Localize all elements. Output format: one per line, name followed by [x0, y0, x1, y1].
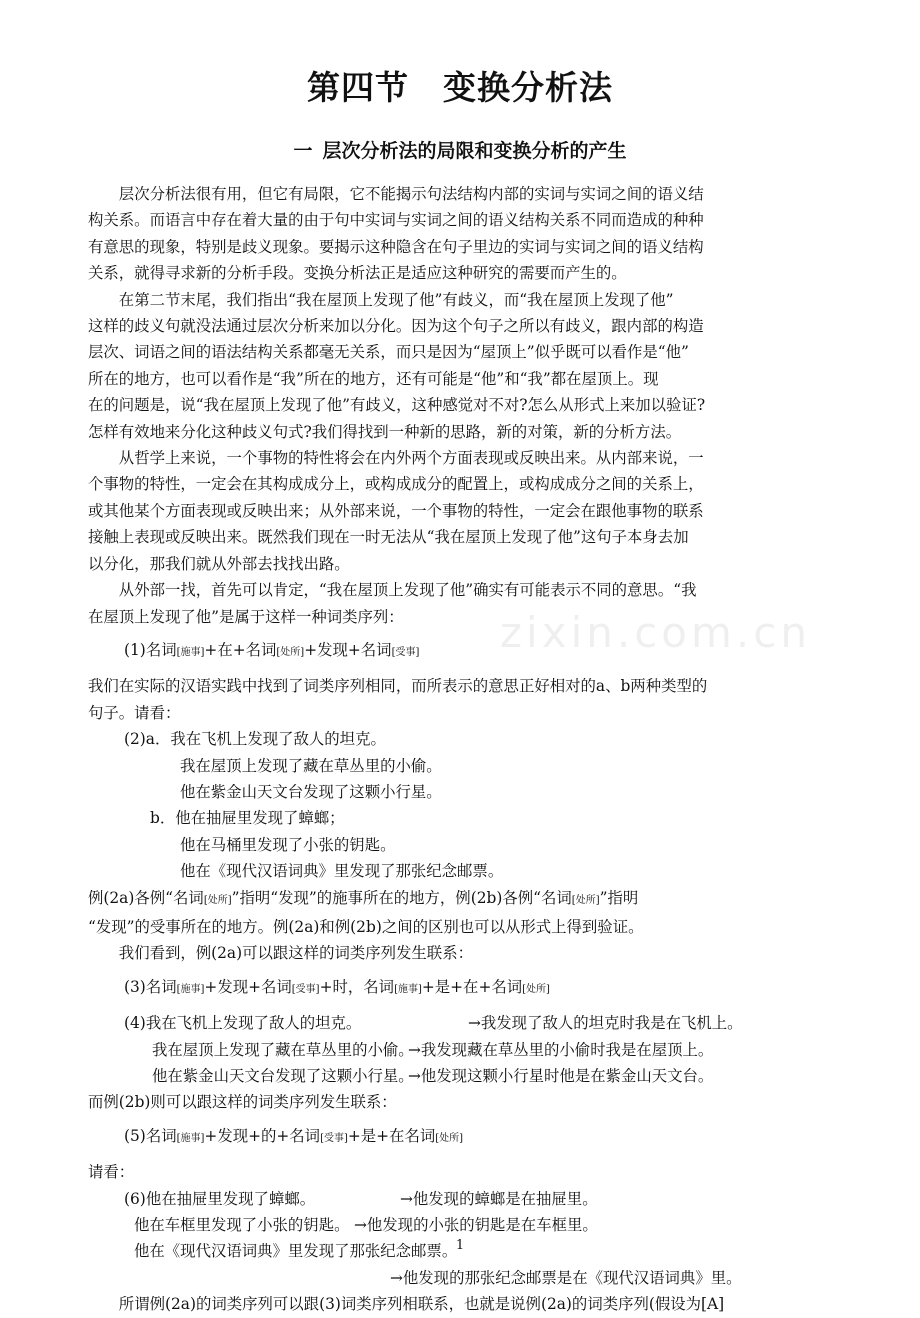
paragraph: 在第二节末尾，我们指出“我在屋顶上发现了他”有歧义，而“我在屋顶上发现了他” 这样的歧义句就没法通过层次分析来加以分化。因为这个句子之所以有歧义，跟内部的构造 层次、词语之间的语法结构关系都毫无关系，而只是因为“屋顶上”似乎既可以看作是“他” 所在的地方，也可以看作是“我”所在的地方，还有可能是“他”和“我”都在屋顶上。现 在的问题是，说“我在屋顶上发现了他”有歧义，这种感觉对不对?怎么从形式上来加以验证? 怎样有效地来分化这种歧义句式?我们得找到一种新的思路，新的对策，新的分析方法。 [88, 290, 706, 441]
paragraph: 从哲学上来说，一个事物的特性将会在内外两个方面表现或反映出来。从内部来说，一 个事物的特性，一定会在其构成成分上，或构成成分的配置上，或构成成分之间的关系上， 或其他某个方面表现或反映出来；从外部来说，一个事物的特性，一定会在跟他事物的联系 接触上表现或反映出来。既然我们现在一时无法从“我在屋顶上发现了他”这句子本身去加 以分化，那我们就从外部去找找出路。 [88, 449, 704, 573]
example-2: (2)a．我在飞机上发现了敌人的坦克。 我在屋顶上发现了藏在草丛里的小偷。 他在紫金山天文台发现了这颗小行星。 b．他在抽屉里发现了蟑螂； 他在马桶里发现了小张的钥匙。 他在《现代汉语词典》里发现了那张纪念邮票。 [124, 730, 504, 881]
example-label: (2)a． [124, 730, 171, 749]
page-number: 1 [455, 1238, 465, 1253]
formula-3: (3)名词[施事]+发现+名词[受事]+时，名词[施事]+是+在+名词[处所] [124, 977, 550, 996]
paragraph: 而例(2b)则可以跟这样的词类序列发生联系： [88, 1093, 397, 1112]
subsection-number: 一 [293, 140, 313, 162]
paragraph: 例(2a)各例“名词[处所]”指明“发现”的施事所在的地方，例(2b)各例“名词[处所]”指明 “发现”的受事所在的地方。例(2a)和例(2b)之间的区别也可以从形式上得到验证。 [88, 888, 644, 936]
paragraph: 层次分析法很有用，但它有局限，它不能揭示句法结构内部的实词与实词之间的语义结 构关系。而语言中存在着大量的由于句中实词与实词之间的语义结构关系不同而造成的种种 有意思的现象，特别是歧义现象。要揭示这种隐含在句子里边的实词与实词之间的语义结构 关系，就得寻求新的分析手段。变换分析法正是适应这种研究的需要而产生的。 [88, 185, 704, 283]
example-label: b． [150, 809, 176, 828]
paragraph: 从外部一找，首先可以肯定，“我在屋顶上发现了他”确实有可能表示不同的意思。“我 在屋顶上发现了他”是属于这样一种词类序列： [88, 581, 697, 626]
subsection-text: 层次分析法的局限和变换分析的产生 [322, 140, 627, 162]
paragraph: 所谓例(2a)的词类序列可以跟(3)词类序列相联系，也就是说例(2a)的词类序列(假设为[A] [118, 1295, 725, 1314]
paragraph: 我们在实际的汉语实践中找到了词类序列相同，而所表示的意思正好相对的a、b两种类型的 句子。请看： [88, 677, 708, 722]
section-name: 变换分析法 [443, 68, 613, 107]
section-title [0, 62, 920, 109]
paragraph: 请看： [88, 1163, 135, 1182]
example-6: (6)他在抽屉里发现了蟑螂。 →他发现的蟑螂是在抽屉里。 他在车框里发现了小张的钥匙。 →他发现的小张的钥匙是在车框里。 他在《现代汉语词典》里发现了那张纪念邮票。 →他发现的那张纪念邮票是在《现代汉语词典》里。 [124, 1189, 742, 1287]
watermark: zixin.com.cn [500, 608, 811, 657]
formula-1: (1)名词[施事]+在+名词[处所]+发现+名词[受事] [124, 640, 420, 659]
example-4: (4)我在飞机上发现了敌人的坦克。 →我发现了敌人的坦克时我是在飞机上。 我在屋顶上发现了藏在草丛里的小偷。 →我发现藏在草丛里的小偷时我是在屋顶上。 他在紫金山天文台发现了这颗小行星。 →他发现这颗小行星时他是在紫金山天文台。 [124, 1014, 743, 1085]
formula-5: (5)名词[施事]+发现+的+名词[受事]+是+在名词[处所] [124, 1126, 464, 1145]
subsection-heading [0, 136, 920, 163]
body-text [88, 181, 852, 1318]
section-number: 第四节 [307, 68, 409, 107]
paragraph: 我们看到，例(2a)可以跟这样的词类序列发生联系： [118, 944, 473, 963]
